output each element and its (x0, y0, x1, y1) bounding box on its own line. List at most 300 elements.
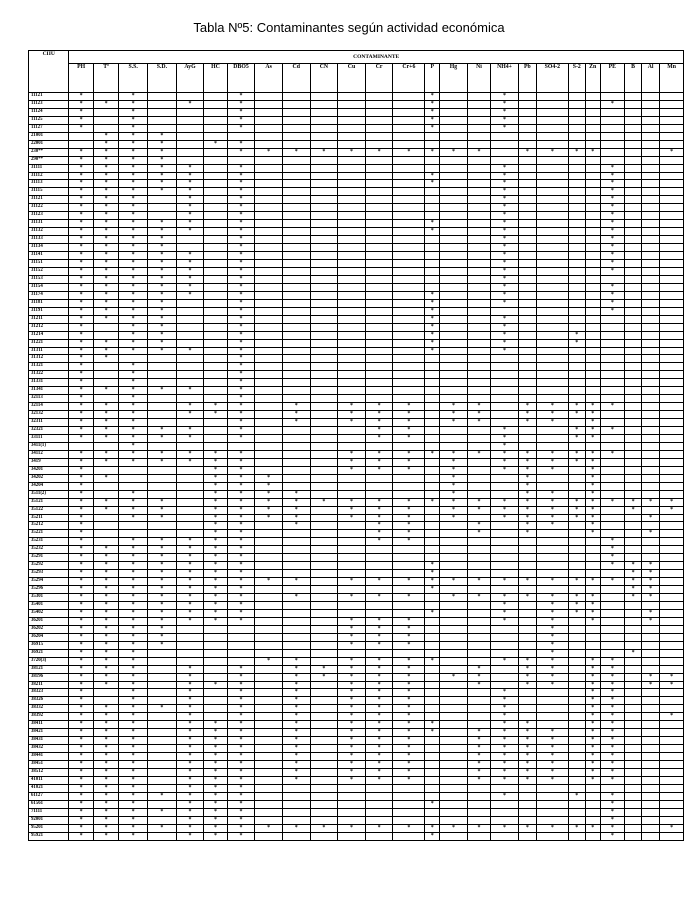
empty-cell (642, 315, 660, 323)
empty-cell (467, 228, 490, 236)
empty-cell (467, 299, 490, 307)
empty-cell (282, 474, 310, 482)
empty-cell (467, 323, 490, 331)
contaminant-mark: * (227, 339, 255, 347)
contaminant-mark: * (69, 482, 93, 490)
contaminant-mark: * (148, 609, 177, 617)
empty-cell (176, 244, 204, 252)
contaminant-mark: * (227, 665, 255, 673)
contaminant-mark: * (204, 450, 227, 458)
empty-cell (255, 93, 283, 101)
contaminant-mark: * (69, 792, 93, 800)
empty-cell (365, 649, 393, 657)
empty-cell (518, 156, 536, 164)
empty-cell (440, 196, 468, 204)
contaminant-mark: * (393, 530, 425, 538)
contaminant-mark: * (600, 291, 624, 299)
contaminant-mark: * (227, 673, 255, 681)
empty-cell (585, 307, 600, 315)
empty-cell (642, 291, 660, 299)
empty-cell (660, 419, 684, 427)
contaminant-mark: * (119, 331, 148, 339)
empty-cell (625, 753, 642, 761)
empty-cell (625, 530, 642, 538)
empty-cell (536, 816, 568, 824)
empty-cell (660, 538, 684, 546)
empty-cell (148, 753, 177, 761)
ciiu-code: 31141 (29, 252, 69, 260)
empty-cell (425, 156, 440, 164)
ciiu-code: 31331 (29, 379, 69, 387)
contaminant-mark: * (227, 172, 255, 180)
empty-cell (204, 275, 227, 283)
empty-cell (227, 633, 255, 641)
contaminant-mark: * (119, 172, 148, 180)
empty-cell (255, 633, 283, 641)
contaminant-mark: * (282, 776, 310, 784)
contaminant-mark: * (282, 769, 310, 777)
empty-cell (642, 824, 660, 832)
contaminant-mark: * (585, 824, 600, 832)
empty-cell (660, 124, 684, 132)
contaminant-mark: * (176, 673, 204, 681)
contaminant-mark: * (148, 299, 177, 307)
contaminant-mark: * (282, 697, 310, 705)
empty-cell (119, 482, 148, 490)
contaminant-mark: * (93, 355, 119, 363)
empty-cell (148, 490, 177, 498)
empty-cell (536, 307, 568, 315)
empty-cell (365, 331, 393, 339)
ciiu-code: 33111 (29, 434, 69, 442)
empty-cell (365, 124, 393, 132)
empty-cell (518, 188, 536, 196)
contaminant-mark: * (393, 745, 425, 753)
contaminant-mark: * (600, 538, 624, 546)
empty-cell (518, 641, 536, 649)
empty-cell (338, 784, 366, 792)
contaminant-mark: * (119, 244, 148, 252)
contaminant-mark: * (176, 180, 204, 188)
empty-cell (491, 419, 519, 427)
contaminant-mark: * (93, 816, 119, 824)
contaminant-mark: * (148, 220, 177, 228)
table-row (29, 124, 684, 132)
empty-cell (660, 689, 684, 697)
empty-cell (585, 633, 600, 641)
table-row (29, 188, 684, 196)
empty-cell (338, 132, 366, 140)
contaminant-mark: * (69, 617, 93, 625)
contaminant-mark: * (491, 737, 519, 745)
contaminant-mark: * (69, 514, 93, 522)
contaminant-mark: * (491, 283, 519, 291)
contaminant-mark: * (119, 681, 148, 689)
empty-cell (568, 164, 585, 172)
empty-cell (642, 753, 660, 761)
contaminant-mark: * (425, 450, 440, 458)
table-row (29, 93, 684, 101)
empty-cell (255, 116, 283, 124)
empty-cell (642, 387, 660, 395)
empty-cell (467, 713, 490, 721)
contaminant-mark: * (425, 721, 440, 729)
contaminant-mark: * (93, 148, 119, 156)
contaminant-mark: * (148, 554, 177, 562)
empty-cell (148, 196, 177, 204)
contaminant-mark: * (119, 673, 148, 681)
contaminant-mark: * (148, 260, 177, 268)
contaminant-mark: * (491, 260, 519, 268)
empty-cell (467, 705, 490, 713)
contaminant-mark: * (425, 299, 440, 307)
contaminant-mark: * (119, 347, 148, 355)
table-row (29, 609, 684, 617)
contaminant-mark: * (119, 816, 148, 824)
contaminant-mark: * (119, 323, 148, 331)
contaminant-mark: * (227, 260, 255, 268)
contaminant-mark: * (536, 633, 568, 641)
empty-cell (625, 482, 642, 490)
empty-cell (660, 116, 684, 124)
empty-cell (467, 427, 490, 435)
empty-cell (625, 617, 642, 625)
empty-cell (518, 371, 536, 379)
empty-cell (310, 697, 338, 705)
empty-cell (568, 140, 585, 148)
empty-cell (660, 578, 684, 586)
empty-cell (310, 761, 338, 769)
empty-cell (536, 562, 568, 570)
contaminant-mark: * (69, 697, 93, 705)
contaminant-mark: * (227, 387, 255, 395)
contaminant-mark: * (227, 108, 255, 116)
empty-cell (204, 267, 227, 275)
contaminant-mark: * (491, 745, 519, 753)
contaminant-mark: * (338, 745, 366, 753)
contaminant-mark: * (365, 498, 393, 506)
contaminant-mark: * (585, 458, 600, 466)
empty-cell (255, 729, 283, 737)
contaminant-mark: * (93, 769, 119, 777)
contaminant-mark: * (338, 625, 366, 633)
table-row (29, 689, 684, 697)
contaminant-mark: * (425, 657, 440, 665)
empty-cell (365, 562, 393, 570)
empty-cell (518, 784, 536, 792)
empty-cell (536, 93, 568, 101)
empty-cell (425, 140, 440, 148)
empty-cell (255, 291, 283, 299)
empty-cell (600, 458, 624, 466)
contaminant-mark: * (69, 784, 93, 792)
empty-cell (365, 323, 393, 331)
contaminant-mark: * (282, 665, 310, 673)
contaminant-mark: * (69, 252, 93, 260)
empty-cell (660, 442, 684, 450)
contaminant-mark: * (518, 673, 536, 681)
empty-cell (440, 220, 468, 228)
empty-cell (425, 665, 440, 673)
contaminant-mark: * (93, 808, 119, 816)
ciiu-code: 31113 (29, 180, 69, 188)
empty-cell (642, 427, 660, 435)
contaminant-mark: * (491, 729, 519, 737)
empty-cell (255, 681, 283, 689)
contaminant-mark: * (148, 427, 177, 435)
contaminant-mark: * (625, 506, 642, 514)
empty-cell (440, 808, 468, 816)
contaminant-mark: * (365, 522, 393, 530)
contaminant-mark: * (148, 164, 177, 172)
empty-cell (338, 427, 366, 435)
contaminant-mark: * (93, 307, 119, 315)
empty-cell (600, 116, 624, 124)
empty-cell (282, 108, 310, 116)
contaminant-mark: * (518, 458, 536, 466)
ciiu-code: 32113 (29, 395, 69, 403)
empty-cell (625, 204, 642, 212)
contaminant-mark: * (585, 530, 600, 538)
table-row (29, 204, 684, 212)
empty-cell (585, 267, 600, 275)
empty-cell (625, 148, 642, 156)
empty-cell (585, 586, 600, 594)
table-row (29, 212, 684, 220)
empty-cell (440, 705, 468, 713)
empty-cell (625, 721, 642, 729)
contaminant-mark: * (204, 721, 227, 729)
empty-cell (176, 116, 204, 124)
contaminant-mark: * (119, 594, 148, 602)
empty-cell (660, 275, 684, 283)
empty-cell (204, 156, 227, 164)
contaminant-mark: * (600, 220, 624, 228)
empty-cell (568, 586, 585, 594)
contaminant-mark: * (227, 816, 255, 824)
table-row (29, 291, 684, 299)
contaminant-mark: * (568, 578, 585, 586)
empty-cell (536, 260, 568, 268)
contaminant-mark: * (568, 594, 585, 602)
contaminant-mark: * (93, 713, 119, 721)
table-row (29, 228, 684, 236)
empty-cell (625, 824, 642, 832)
contaminant-mark: * (69, 578, 93, 586)
empty-cell (467, 236, 490, 244)
contaminant-mark: * (491, 721, 519, 729)
contaminant-mark: * (119, 442, 148, 450)
empty-cell (660, 697, 684, 705)
empty-cell (282, 347, 310, 355)
contaminant-mark: * (93, 562, 119, 570)
empty-cell (338, 244, 366, 252)
contaminant-mark: * (227, 617, 255, 625)
table-row (29, 546, 684, 554)
empty-cell (600, 140, 624, 148)
empty-cell (393, 100, 425, 108)
empty-cell (518, 538, 536, 546)
ciiu-code: 31341 (29, 387, 69, 395)
empty-cell (536, 212, 568, 220)
empty-cell (467, 315, 490, 323)
empty-cell (425, 482, 440, 490)
empty-cell (204, 427, 227, 435)
contaminant-mark: * (227, 371, 255, 379)
empty-cell (425, 769, 440, 777)
empty-cell (365, 792, 393, 800)
empty-cell (440, 609, 468, 617)
contaminant-mark: * (93, 291, 119, 299)
empty-cell (518, 554, 536, 562)
contaminant-mark: * (338, 450, 366, 458)
ciiu-code: 38326 (29, 697, 69, 705)
empty-cell (491, 546, 519, 554)
empty-cell (338, 379, 366, 387)
table-row (29, 713, 684, 721)
empty-cell (660, 594, 684, 602)
empty-cell (393, 275, 425, 283)
contaminant-mark: * (625, 498, 642, 506)
empty-cell (467, 617, 490, 625)
empty-cell (148, 697, 177, 705)
contaminant-mark: * (93, 434, 119, 442)
empty-cell (642, 244, 660, 252)
empty-cell (642, 148, 660, 156)
contaminant-mark: * (148, 275, 177, 283)
contaminant-mark: * (176, 824, 204, 832)
contaminant-mark: * (69, 427, 93, 435)
table-row (29, 570, 684, 578)
empty-cell (310, 800, 338, 808)
contaminant-mark: * (440, 673, 468, 681)
empty-cell (585, 100, 600, 108)
empty-cell (393, 188, 425, 196)
empty-cell (393, 124, 425, 132)
contaminant-mark: * (365, 673, 393, 681)
empty-cell (660, 267, 684, 275)
empty-cell (600, 363, 624, 371)
contaminant-mark: * (176, 387, 204, 395)
contaminant-mark: * (491, 498, 519, 506)
empty-cell (176, 514, 204, 522)
empty-cell (93, 522, 119, 530)
empty-cell (491, 665, 519, 673)
contaminant-mark: * (518, 776, 536, 784)
contaminant-mark: * (600, 721, 624, 729)
empty-cell (467, 124, 490, 132)
contaminant-mark: * (393, 665, 425, 673)
contaminant-mark: * (204, 562, 227, 570)
empty-cell (518, 434, 536, 442)
empty-cell (282, 283, 310, 291)
ciiu-code: 35221 (29, 530, 69, 538)
contaminant-mark: * (93, 721, 119, 729)
column-header-5: HC (204, 64, 227, 93)
contaminant-mark: * (536, 490, 568, 498)
empty-cell (425, 267, 440, 275)
contaminant-mark: * (227, 570, 255, 578)
contaminant-mark: * (491, 252, 519, 260)
empty-cell (660, 347, 684, 355)
contaminant-mark: * (69, 291, 93, 299)
contaminant-mark: * (338, 498, 366, 506)
ciiu-code: 36202 (29, 625, 69, 633)
empty-cell (310, 625, 338, 633)
contaminant-mark: * (119, 93, 148, 101)
contaminant-mark: * (93, 204, 119, 212)
contaminant-mark: * (119, 633, 148, 641)
empty-cell (176, 363, 204, 371)
contaminant-mark: * (310, 673, 338, 681)
empty-cell (204, 371, 227, 379)
empty-cell (568, 808, 585, 816)
contaminant-mark: * (204, 506, 227, 514)
empty-cell (119, 522, 148, 530)
empty-cell (440, 212, 468, 220)
empty-cell (440, 562, 468, 570)
empty-cell (425, 458, 440, 466)
contaminant-mark: * (393, 824, 425, 832)
contaminant-mark: * (440, 482, 468, 490)
empty-cell (255, 347, 283, 355)
empty-cell (365, 554, 393, 562)
contaminant-mark: * (440, 466, 468, 474)
contaminant-mark: * (227, 458, 255, 466)
contaminant-mark: * (93, 339, 119, 347)
contaminant-mark: * (425, 291, 440, 299)
empty-cell (600, 419, 624, 427)
contaminant-mark: * (467, 769, 490, 777)
contaminant-mark: * (365, 745, 393, 753)
contaminant-mark: * (518, 721, 536, 729)
empty-cell (568, 379, 585, 387)
empty-cell (585, 140, 600, 148)
column-header-12: Cr+6 (393, 64, 425, 93)
empty-cell (282, 617, 310, 625)
table-row (29, 808, 684, 816)
empty-cell (310, 93, 338, 101)
contaminant-mark: * (365, 721, 393, 729)
empty-cell (467, 554, 490, 562)
empty-cell (176, 323, 204, 331)
contaminant-mark: * (69, 347, 93, 355)
contaminant-mark: * (227, 769, 255, 777)
ciiu-code: 92001 (29, 816, 69, 824)
ciiu-code: 31151 (29, 260, 69, 268)
empty-cell (660, 315, 684, 323)
contaminant-mark: * (176, 729, 204, 737)
empty-cell (227, 649, 255, 657)
empty-cell (642, 792, 660, 800)
contaminant-mark: * (365, 697, 393, 705)
empty-cell (467, 244, 490, 252)
empty-cell (600, 93, 624, 101)
empty-cell (148, 832, 177, 840)
empty-cell (518, 617, 536, 625)
contaminant-mark: * (148, 705, 177, 713)
ciiu-code: 38392 (29, 713, 69, 721)
contaminant-mark: * (365, 538, 393, 546)
empty-cell (393, 474, 425, 482)
empty-cell (440, 299, 468, 307)
empty-cell (148, 403, 177, 411)
table-row (29, 753, 684, 761)
empty-cell (642, 633, 660, 641)
empty-cell (393, 832, 425, 840)
contaminant-mark: * (69, 403, 93, 411)
empty-cell (255, 649, 283, 657)
